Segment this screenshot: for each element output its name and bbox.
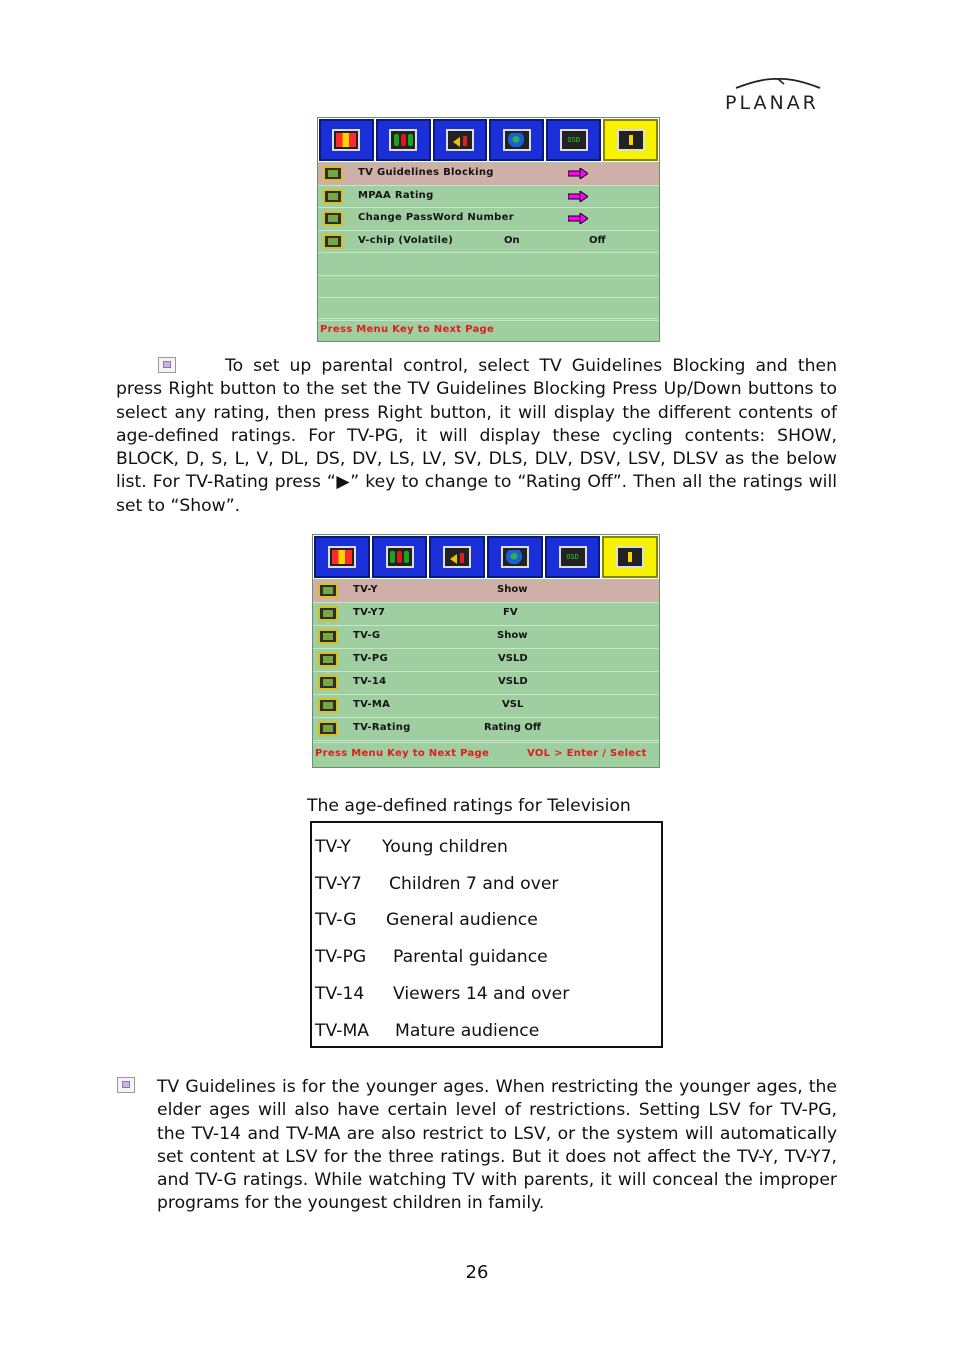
rating-list xyxy=(313,580,659,741)
rating-icon xyxy=(318,606,338,621)
menu-item-label: Change PassWord Number xyxy=(358,212,514,223)
menu-empty-row xyxy=(318,276,659,299)
rating-label: TV-Y7 xyxy=(353,607,386,618)
tab-parental[interactable] xyxy=(602,536,658,578)
tab-globe[interactable] xyxy=(487,536,543,578)
menu-item-label: V-chip (Volatile) xyxy=(358,234,454,246)
tab-osd[interactable] xyxy=(545,536,601,578)
menu-tab-bar xyxy=(313,535,659,579)
ratings-table-caption: The age-defined ratings for Television xyxy=(307,796,631,816)
tv-guidelines-screen xyxy=(312,534,660,768)
rating-label: TV-Rating xyxy=(353,722,411,733)
menu-footer xyxy=(313,742,659,767)
people-icon xyxy=(393,133,413,147)
rating-code: TV-Y7 xyxy=(315,874,362,894)
menu-footer-hint: Press Menu Key to Next Page xyxy=(320,324,495,335)
ratings-table xyxy=(310,821,663,1048)
tab-osd[interactable] xyxy=(546,119,601,161)
menu-item-change-password[interactable] xyxy=(318,208,659,231)
rating-code: TV-PG xyxy=(315,947,367,967)
logo-swoosh-icon xyxy=(722,76,840,90)
menu-item-label: TV Guidelines Blocking xyxy=(358,167,494,178)
rating-description: Young children xyxy=(382,837,508,857)
tab-parental[interactable] xyxy=(603,119,658,161)
rating-row-tv-ma[interactable] xyxy=(313,695,659,718)
rating-value[interactable]: VSLD xyxy=(498,676,528,687)
rating-label: TV-PG xyxy=(353,653,389,664)
rating-label: TV-G xyxy=(353,630,381,641)
tab-picture[interactable] xyxy=(314,536,370,578)
mpaa-rating-icon xyxy=(323,189,343,204)
osd-icon: OSD xyxy=(563,550,583,564)
rating-row-tv-y[interactable] xyxy=(313,580,659,603)
rating-value[interactable]: VSLD xyxy=(498,653,528,664)
note-bullet-icon xyxy=(117,1077,135,1093)
menu-empty-row xyxy=(318,253,659,276)
right-arrow-icon xyxy=(568,213,588,224)
tab-sound[interactable] xyxy=(429,536,485,578)
menu-item-vchip[interactable] xyxy=(318,231,659,254)
tv-guidelines-note: TV Guidelines is for the younger ages. When restricting the younger ages, the elder ages will also have certain level of restrictions. Setting LSV for TV-PG, the TV-14 and TV-MA are also restrict to LSV, or the system will automatically set content at LSV for the three ratings. But it does not affect the TV-Y, TV-Y7, and TV-G ratings. While watching TV with parents, it will conceal the improper programs for the youngest children in family. xyxy=(157,1077,837,1214)
rating-value[interactable]: Show xyxy=(497,584,528,595)
rating-icon xyxy=(318,652,338,667)
rating-code: TV-14 xyxy=(315,984,365,1004)
globe-icon xyxy=(507,133,527,147)
rating-description: Children 7 and over xyxy=(389,874,559,894)
rating-label: TV-Y xyxy=(353,584,378,595)
menu-tab-bar xyxy=(318,118,659,162)
sound-icon xyxy=(450,133,470,147)
tab-people[interactable] xyxy=(372,536,428,578)
rating-value[interactable]: Rating Off xyxy=(484,722,542,733)
vchip-icon xyxy=(323,234,343,249)
rating-label: TV-14 xyxy=(353,676,387,687)
rating-code: TV-G xyxy=(315,910,357,930)
color-bars-icon xyxy=(336,133,356,147)
rating-icon xyxy=(318,675,338,690)
planar-logo xyxy=(722,76,840,116)
rating-row-tv-g[interactable] xyxy=(313,626,659,649)
menu-list xyxy=(318,163,659,321)
tab-picture[interactable] xyxy=(319,119,374,161)
osd-icon: OSD xyxy=(564,133,584,147)
tab-people[interactable] xyxy=(376,119,431,161)
people-icon xyxy=(390,550,410,564)
rating-row-tv-y7[interactable] xyxy=(313,603,659,626)
parental-control-instructions: To set up parental control, select TV Guidelines Blocking and then press Right button to the set the TV Guidelines Blocking Press Up/Down buttons to select any rating, then press Right button, it will display the different contents of age-defined ratings. For TV-PG, it will display these cycling contents: SHOW, BLOCK, D, S, L, V, DL, DS, DV, LS, LV, SV, DLS, DLV, DSV, LSV, DLSV as the below list. For TV-Rating press “▶” key to change to “Rating Off”. Then all the ratings will set to “Show”. xyxy=(116,356,837,516)
rating-icon xyxy=(318,721,338,736)
menu-footer-select-hint: VOL > Enter / Select xyxy=(527,748,647,759)
warning-icon xyxy=(620,550,640,564)
sound-icon xyxy=(447,550,467,564)
logo-wordmark: PLANAR xyxy=(725,92,819,114)
rating-row-tv-rating[interactable] xyxy=(313,718,659,741)
rating-label: TV-MA xyxy=(353,699,391,710)
rating-description: Parental guidance xyxy=(393,947,548,967)
rating-value[interactable]: VSL xyxy=(502,699,524,710)
rating-row-tv-pg[interactable] xyxy=(313,649,659,672)
rating-description: Mature audience xyxy=(395,1021,540,1041)
rating-row-tv-14[interactable] xyxy=(313,672,659,695)
tv-guidelines-icon xyxy=(323,166,343,181)
rating-code: TV-Y xyxy=(315,837,351,857)
rating-icon xyxy=(318,629,338,644)
rating-icon xyxy=(318,698,338,713)
menu-item-label: MPAA Rating xyxy=(358,189,434,201)
rating-value[interactable]: Show xyxy=(497,630,528,641)
vchip-off-option[interactable]: Off xyxy=(589,234,606,246)
right-arrow-icon xyxy=(568,191,588,202)
menu-item-mpaa-rating[interactable] xyxy=(318,186,659,209)
rating-icon xyxy=(318,583,338,598)
menu-footer xyxy=(318,318,659,341)
menu-footer-hint: Press Menu Key to Next Page xyxy=(315,748,490,759)
globe-icon xyxy=(505,550,525,564)
color-bars-icon xyxy=(332,550,352,564)
rating-description: General audience xyxy=(386,910,538,930)
rating-description: Viewers 14 and over xyxy=(393,984,570,1004)
rating-code: TV-MA xyxy=(315,1021,370,1041)
parental-menu-screen xyxy=(317,117,660,342)
rating-value[interactable]: FV xyxy=(503,607,518,618)
menu-item-tv-guidelines[interactable] xyxy=(318,163,659,186)
right-arrow-icon xyxy=(568,168,588,179)
vchip-on-option[interactable]: On xyxy=(504,234,520,246)
password-hand-icon xyxy=(323,211,343,226)
tab-globe[interactable] xyxy=(489,119,544,161)
tab-sound[interactable] xyxy=(433,119,488,161)
warning-icon xyxy=(621,133,641,147)
page-number: 26 xyxy=(465,1262,489,1283)
